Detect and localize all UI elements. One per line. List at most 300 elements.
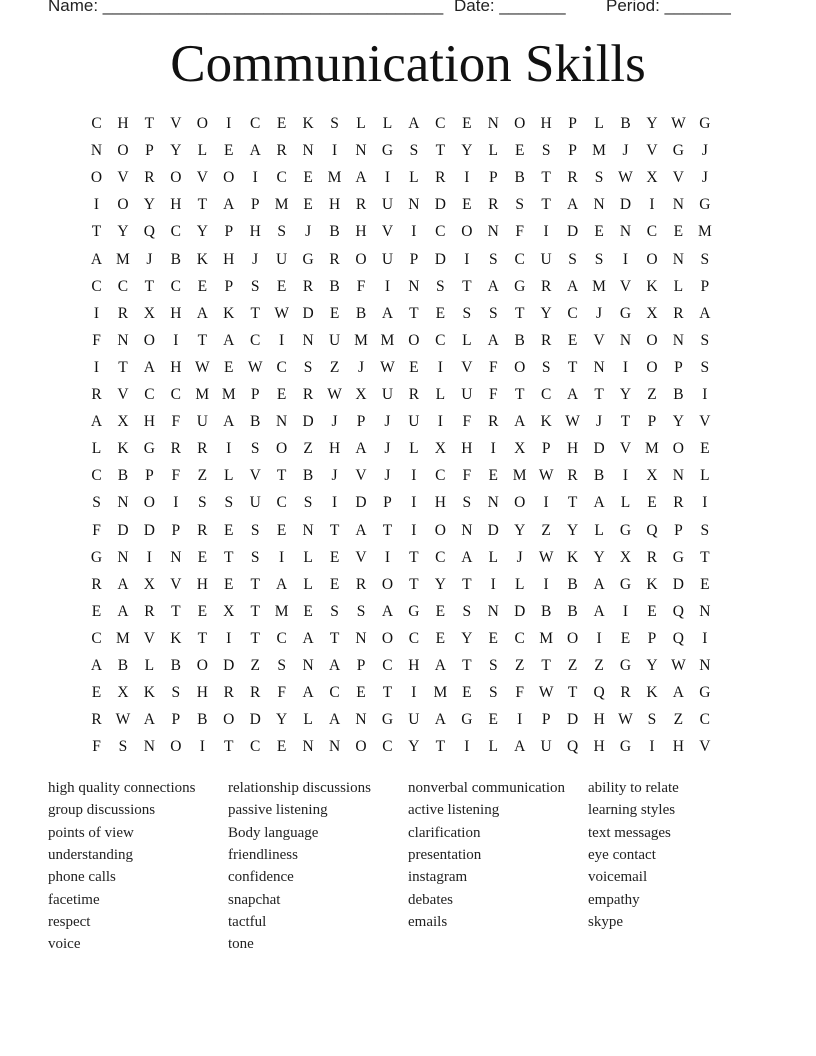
grid-letter: A: [223, 196, 235, 214]
grid-row: [84, 493, 719, 513]
grid-letter: T: [462, 277, 472, 295]
grid-row: [84, 114, 719, 134]
grid-letter: E: [91, 684, 102, 702]
grid-letter: S: [541, 358, 551, 376]
grid-letter: S: [594, 169, 604, 187]
grid-letter: C: [435, 467, 446, 485]
grid-letter: N: [143, 738, 155, 756]
grid-letter: I: [490, 575, 496, 593]
grid-letter: T: [382, 521, 393, 539]
grid-row: [84, 222, 719, 242]
word-bank-item: passive listening: [228, 802, 328, 819]
grid-letter: D: [672, 575, 684, 593]
grid-letter: A: [381, 602, 394, 620]
grid-letter: Y: [461, 629, 473, 647]
grid-letter: C: [408, 629, 420, 647]
grid-letter: D: [249, 711, 261, 729]
grid-letter: G: [408, 602, 420, 620]
grid-row: [84, 277, 719, 297]
grid-letter: S: [515, 196, 524, 214]
grid-letter: T: [567, 358, 578, 376]
period-field-label: Period: _______: [606, 0, 731, 15]
grid-letter: V: [672, 169, 684, 187]
grid-letter: P: [568, 142, 577, 160]
grid-letter: O: [514, 115, 526, 132]
grid-letter: T: [435, 738, 446, 756]
grid-letter: N: [117, 331, 129, 349]
grid-letter: D: [434, 250, 446, 268]
grid-letter: R: [197, 521, 208, 539]
grid-letter: A: [223, 413, 235, 431]
grid-letter: A: [328, 711, 341, 729]
grid-letter: H: [566, 440, 579, 458]
grid-letter: H: [355, 223, 367, 241]
grid-letter: I: [279, 331, 285, 349]
grid-letter: Z: [541, 521, 551, 539]
grid-letter: B: [170, 657, 182, 674]
grid-letter: S: [462, 304, 472, 322]
grid-letter: I: [622, 358, 629, 376]
grid-letter: B: [567, 602, 578, 620]
grid-row: [84, 466, 719, 486]
grid-letter: T: [567, 684, 578, 702]
grid-letter: A: [276, 575, 288, 593]
grid-letter: C: [91, 629, 102, 647]
grid-letter: O: [672, 440, 684, 458]
grid-letter: R: [488, 196, 499, 214]
grid-letter: I: [199, 738, 205, 756]
grid-letter: I: [331, 494, 338, 512]
grid-letter: B: [355, 304, 367, 322]
grid-letter: G: [514, 277, 526, 295]
grid-letter: L: [435, 386, 446, 403]
grid-letter: U: [408, 413, 420, 431]
grid-letter: C: [117, 277, 129, 295]
grid-letter: E: [329, 304, 340, 322]
grid-letter: C: [540, 386, 552, 403]
grid-letter: F: [92, 331, 101, 349]
grid-letter: W: [115, 711, 131, 729]
grid-letter: O: [143, 331, 155, 349]
grid-letter: J: [384, 413, 391, 431]
grid-letter: S: [303, 358, 313, 376]
grid-letter: E: [224, 575, 234, 593]
grid-letter: P: [250, 386, 260, 403]
grid-letter: C: [91, 467, 102, 485]
grid-letter: N: [355, 629, 367, 647]
grid-letter: N: [593, 358, 605, 376]
grid-letter: P: [224, 223, 234, 241]
grid-letter: G: [381, 142, 394, 160]
grid-letter: X: [117, 684, 129, 702]
word-bank-item: snapchat: [228, 891, 281, 908]
grid-letter: S: [409, 142, 419, 160]
grid-letter: P: [224, 277, 234, 295]
grid-letter: O: [276, 440, 288, 458]
grid-letter: N: [699, 657, 711, 674]
grid-letter: T: [144, 277, 155, 295]
grid-letter: X: [619, 548, 632, 566]
grid-letter: A: [487, 331, 499, 349]
grid-letter: E: [329, 548, 340, 566]
grid-letter: J: [596, 304, 603, 322]
grid-letter: I: [173, 494, 179, 512]
grid-letter: V: [355, 467, 367, 485]
grid-letter: O: [646, 358, 658, 376]
grid-letter: P: [145, 467, 154, 485]
word-bank-item: voice: [48, 936, 81, 953]
grid-letter: W: [538, 548, 554, 566]
grid-letter: R: [170, 440, 182, 458]
grid-letter: P: [647, 413, 657, 431]
grid-letter: Z: [567, 657, 578, 674]
grid-letter: K: [566, 548, 579, 566]
grid-letter: H: [196, 684, 208, 702]
grid-letter: A: [90, 657, 103, 674]
grid-letter: A: [461, 548, 473, 566]
grid-letter: Y: [117, 223, 129, 241]
grid-letter: N: [672, 467, 684, 485]
grid-letter: R: [144, 169, 155, 187]
grid-letter: W: [618, 169, 633, 187]
grid-row: [84, 548, 719, 568]
grid-letter: U: [381, 196, 394, 214]
grid-letter: D: [566, 223, 579, 241]
grid-letter: K: [143, 684, 155, 702]
grid-letter: S: [700, 521, 710, 539]
grid-letter: C: [91, 277, 102, 295]
grid-letter: S: [541, 142, 551, 160]
header-fields: [48, 0, 748, 20]
grid-letter: Y: [143, 196, 155, 214]
grid-letter: L: [382, 115, 393, 132]
grid-letter: C: [435, 115, 446, 132]
grid-letter: E: [514, 142, 525, 160]
grid-letter: A: [434, 657, 446, 674]
grid-letter: L: [514, 575, 525, 593]
grid-letter: C: [276, 169, 287, 187]
grid-letter: V: [593, 331, 605, 349]
grid-letter: F: [515, 684, 524, 702]
grid-letter: B: [593, 467, 605, 485]
grid-letter: N: [328, 738, 341, 756]
grid-letter: I: [543, 575, 549, 593]
grid-letter: F: [92, 521, 101, 539]
grid-letter: M: [645, 440, 659, 458]
grid-letter: A: [487, 277, 499, 295]
grid-letter: P: [568, 115, 577, 132]
grid-letter: O: [646, 331, 658, 349]
grid-letter: T: [329, 521, 340, 539]
word-bank-item: emails: [408, 913, 448, 930]
grid-letter: T: [620, 413, 631, 431]
grid-letter: X: [143, 304, 155, 322]
grid-letter: C: [250, 115, 261, 132]
grid-letter: A: [117, 575, 129, 593]
grid-letter: V: [461, 358, 473, 376]
grid-letter: E: [224, 142, 234, 160]
grid-letter: Y: [540, 304, 552, 322]
grid-letter: N: [672, 250, 684, 268]
grid-row: [84, 412, 719, 432]
grid-letter: S: [250, 548, 260, 566]
grid-letter: M: [195, 386, 210, 403]
grid-letter: R: [276, 142, 287, 160]
grid-letter: A: [90, 413, 103, 431]
grid-letter: N: [487, 602, 499, 620]
grid-letter: J: [146, 250, 153, 268]
grid-row: [84, 168, 719, 188]
grid-letter: A: [593, 602, 605, 620]
grid-letter: N: [170, 548, 182, 566]
grid-letter: T: [409, 548, 419, 566]
grid-letter: N: [302, 521, 314, 539]
grid-letter: F: [277, 684, 286, 702]
grid-row: [84, 304, 719, 324]
grid-row: [84, 683, 719, 703]
grid-letter: S: [488, 684, 498, 702]
grid-letter: T: [250, 304, 260, 322]
grid-letter: D: [117, 521, 129, 539]
grid-letter: Y: [566, 521, 579, 539]
grid-letter: W: [671, 657, 686, 674]
grid-letter: O: [196, 657, 208, 674]
grid-letter: H: [196, 575, 208, 593]
word-bank-item: learning styles: [588, 802, 676, 819]
grid-letter: H: [249, 223, 261, 241]
grid-letter: F: [356, 277, 366, 295]
grid-letter: O: [170, 169, 182, 187]
grid-letter: O: [381, 575, 394, 593]
grid-letter: C: [646, 223, 658, 241]
grid-letter: T: [541, 196, 551, 214]
grid-letter: Z: [647, 386, 657, 403]
grid-letter: M: [512, 467, 527, 485]
grid-letter: I: [464, 169, 470, 187]
grid-letter: A: [90, 250, 103, 268]
grid-letter: I: [411, 467, 417, 485]
grid-letter: W: [327, 386, 342, 403]
word-bank-item: empathy: [588, 891, 640, 908]
grid-letter: A: [117, 602, 129, 620]
grid-letter: B: [329, 277, 340, 295]
grid-letter: J: [357, 358, 365, 376]
grid-letter: O: [170, 738, 182, 756]
grid-letter: C: [276, 629, 287, 647]
grid-letter: H: [540, 115, 552, 132]
grid-letter: H: [170, 304, 182, 322]
grid-letter: T: [91, 223, 102, 241]
grid-letter: H: [672, 738, 684, 756]
grid-letter: R: [223, 684, 234, 702]
grid-letter: N: [90, 142, 103, 160]
grid-letter: U: [196, 413, 208, 431]
grid-letter: T: [514, 304, 525, 322]
grid-letter: D: [143, 521, 155, 539]
grid-letter: N: [302, 657, 314, 674]
grid-letter: E: [409, 358, 419, 376]
grid-letter: O: [223, 711, 235, 729]
grid-letter: C: [276, 358, 287, 376]
grid-letter: Q: [143, 223, 155, 241]
grid-letter: E: [276, 277, 287, 295]
grid-letter: T: [329, 629, 340, 647]
grid-letter: Q: [646, 521, 658, 539]
grid-letter: C: [276, 494, 287, 512]
grid-letter: B: [117, 657, 129, 674]
grid-letter: N: [593, 196, 605, 214]
grid-letter: S: [303, 494, 313, 512]
grid-letter: I: [437, 358, 443, 376]
grid-letter: G: [672, 142, 684, 160]
grid-letter: I: [437, 413, 443, 431]
grid-letter: I: [411, 223, 417, 241]
grid-letter: H: [223, 250, 235, 268]
name-field-label: Name: ____________________________________: [48, 0, 444, 15]
grid-letter: O: [646, 250, 658, 268]
word-bank-item: debates: [408, 891, 453, 908]
grid-letter: A: [593, 575, 605, 593]
grid-letter: D: [302, 304, 314, 322]
grid-letter: I: [596, 629, 602, 647]
grid-letter: T: [197, 331, 208, 349]
grid-letter: N: [355, 711, 367, 729]
grid-letter: E: [303, 196, 313, 214]
grid-letter: F: [171, 413, 181, 431]
grid-letter: S: [118, 738, 128, 756]
grid-letter: L: [488, 548, 498, 566]
grid-letter: S: [250, 440, 260, 458]
grid-row: [84, 575, 719, 595]
grid-letter: O: [514, 494, 526, 512]
grid-letter: M: [539, 629, 554, 647]
grid-letter: R: [567, 169, 578, 187]
grid-letter: T: [594, 386, 604, 403]
grid-letter: J: [384, 440, 391, 458]
grid-letter: Y: [434, 575, 446, 593]
grid-letter: I: [93, 358, 100, 376]
grid-letter: I: [464, 250, 470, 268]
grid-letter: U: [249, 494, 261, 512]
grid-letter: V: [196, 169, 208, 187]
grid-letter: H: [408, 657, 420, 674]
grid-letter: L: [620, 494, 631, 512]
grid-letter: V: [170, 575, 182, 593]
grid-row: [84, 358, 719, 378]
grid-letter: G: [699, 196, 711, 214]
grid-letter: V: [355, 548, 367, 566]
grid-letter: C: [435, 223, 446, 241]
grid-letter: Q: [672, 629, 684, 647]
grid-letter: B: [620, 115, 631, 132]
grid-letter: T: [250, 629, 260, 647]
word-bank-item: voicemail: [588, 869, 648, 886]
grid-letter: A: [381, 304, 394, 322]
word-bank-item: confidence: [228, 869, 294, 886]
grid-letter: B: [170, 250, 182, 268]
word-bank-item: points of view: [48, 824, 134, 841]
grid-letter: E: [197, 602, 208, 620]
grid-letter: E: [276, 115, 287, 132]
grid-letter: T: [197, 196, 208, 214]
grid-letter: R: [620, 684, 631, 702]
grid-letter: R: [408, 386, 420, 403]
grid-letter: C: [699, 711, 711, 729]
grid-letter: I: [702, 629, 708, 647]
grid-letter: B: [250, 413, 261, 431]
grid-letter: N: [487, 494, 499, 512]
grid-letter: L: [700, 467, 710, 485]
grid-letter: F: [462, 467, 472, 485]
grid-letter: S: [488, 250, 498, 268]
grid-letter: I: [702, 494, 708, 512]
grid-letter: M: [221, 386, 236, 403]
grid-letter: B: [673, 386, 684, 403]
grid-letter: D: [593, 440, 605, 458]
grid-letter: N: [487, 223, 499, 241]
grid-letter: E: [647, 494, 657, 512]
grid-letter: J: [596, 413, 603, 431]
grid-letter: E: [329, 575, 340, 593]
grid-letter: G: [619, 521, 632, 539]
grid-letter: N: [461, 521, 473, 539]
grid-letter: O: [196, 115, 208, 132]
grid-letter: X: [646, 467, 658, 485]
word-bank-item: Body language: [228, 824, 319, 841]
word-bank-item: understanding: [48, 846, 133, 863]
grid-letter: M: [380, 331, 395, 349]
grid-letter: S: [250, 277, 260, 295]
grid-letter: M: [433, 684, 448, 702]
grid-letter: H: [143, 413, 155, 431]
grid-letter: H: [593, 738, 605, 756]
grid-letter: K: [196, 250, 208, 268]
grid-letter: G: [302, 250, 314, 268]
grid-letter: K: [302, 115, 314, 132]
grid-letter: J: [331, 467, 338, 485]
grid-letter: S: [330, 115, 339, 132]
grid-letter: N: [619, 331, 632, 349]
grid-letter: I: [543, 494, 549, 512]
grid-letter: R: [540, 331, 552, 349]
grid-letter: H: [170, 358, 182, 376]
grid-letter: R: [673, 304, 684, 322]
grid-letter: A: [249, 142, 261, 160]
word-bank-item: text messages: [588, 824, 671, 841]
grid-letter: V: [619, 440, 632, 458]
grid-letter: F: [488, 358, 498, 376]
grid-letter: I: [411, 684, 417, 702]
grid-letter: Q: [566, 738, 579, 756]
grid-row: [84, 141, 719, 161]
grid-letter: O: [434, 521, 446, 539]
grid-letter: E: [91, 602, 102, 620]
grid-letter: Q: [672, 602, 684, 620]
grid-letter: E: [462, 115, 472, 132]
grid-letter: L: [224, 467, 234, 485]
grid-letter: I: [490, 440, 496, 458]
grid-letter: C: [382, 657, 393, 674]
grid-letter: X: [434, 440, 446, 458]
grid-letter: D: [566, 711, 579, 729]
grid-letter: I: [622, 467, 629, 485]
grid-letter: L: [356, 115, 366, 132]
grid-letter: I: [622, 250, 629, 268]
grid-letter: N: [672, 331, 684, 349]
grid-letter: L: [197, 142, 208, 160]
grid-row: [84, 737, 719, 757]
grid-letter: I: [279, 548, 285, 566]
